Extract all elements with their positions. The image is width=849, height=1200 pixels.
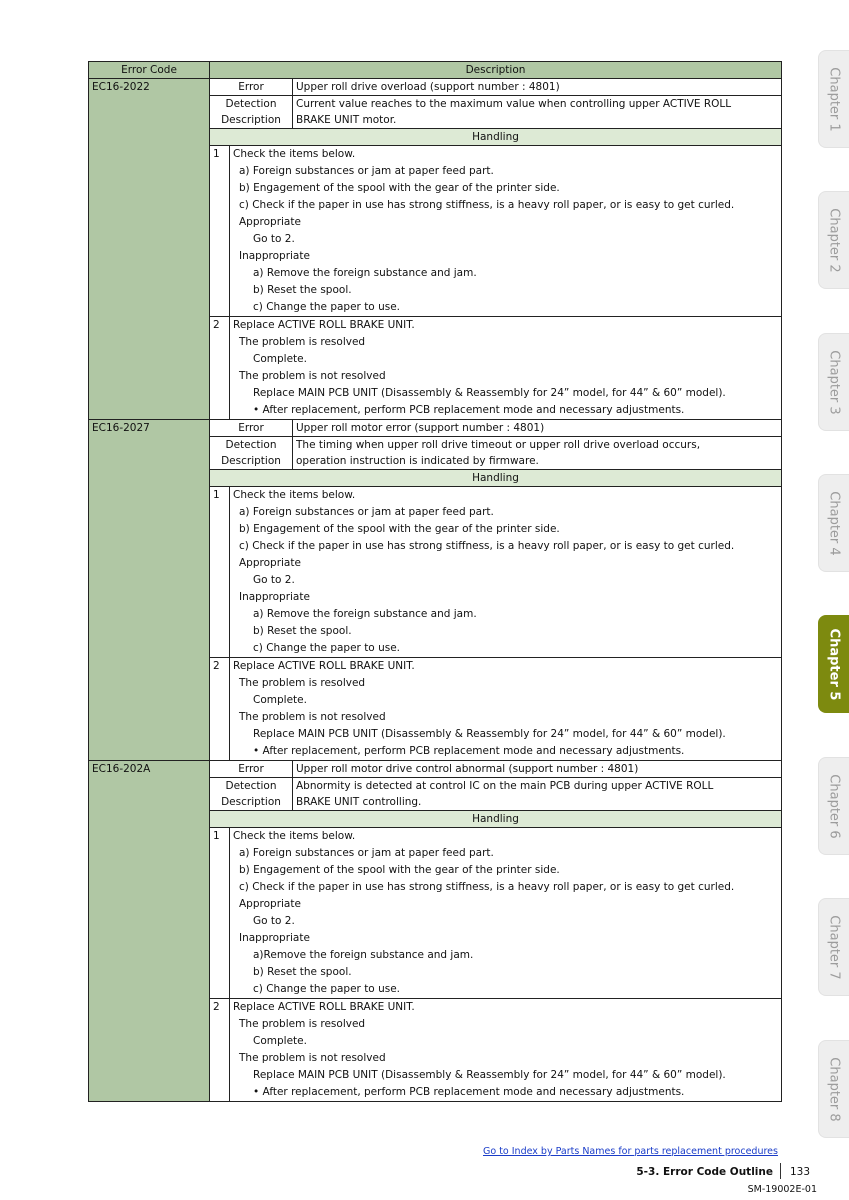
step-line: • After replacement, perform PCB replacement mode and necessary adjustments. <box>253 1086 685 1098</box>
step-line: The problem is resolved <box>239 336 366 348</box>
parts-index-link[interactable]: Go to Index by Parts Names for parts replacement procedures <box>483 1146 778 1157</box>
description-label-line: Description <box>221 114 281 126</box>
tab-label: Chapter 3 <box>826 349 842 415</box>
step-line: b) Engagement of the spool with the gear of the printer side. <box>239 864 560 876</box>
step-body <box>230 658 782 761</box>
step-line: b) Engagement of the spool with the gear of the printer side. <box>239 523 560 535</box>
handling-label: Handling <box>210 129 782 146</box>
step-line: Check the items below. <box>233 830 356 842</box>
step-number: 1 <box>210 828 230 999</box>
footer-divider <box>780 1163 781 1179</box>
step-line: Appropriate <box>239 557 301 569</box>
detection-line: Current value reaches to the maximum value when controlling upper ACTIVE ROLL <box>296 98 732 110</box>
detection-label-line: Detection <box>225 780 277 792</box>
step-line: a) Foreign substances or jam at paper feed part. <box>239 506 494 518</box>
step-line: Go to 2. <box>253 233 295 245</box>
step-line: c) Check if the paper in use has strong stiffness, is a heavy roll paper, or is easy to get curled. <box>239 199 735 211</box>
handling-label: Handling <box>210 811 782 828</box>
step-line: c) Change the paper to use. <box>253 642 400 654</box>
step-line: a)Remove the foreign substance and jam. <box>253 949 474 961</box>
step-line: a) Remove the foreign substance and jam. <box>253 267 477 279</box>
error-text: Upper roll motor drive control abnormal (support number : 4801) <box>293 761 782 778</box>
step-line: Appropriate <box>239 216 301 228</box>
step-number: 2 <box>210 999 230 1102</box>
tab-chapter-3[interactable] <box>818 333 849 431</box>
step-line: Check the items below. <box>233 148 356 160</box>
tab-label: Chapter 8 <box>826 1056 842 1122</box>
step-line: Inappropriate <box>239 250 310 262</box>
header-description: Description <box>210 62 782 79</box>
error-code-table <box>88 61 782 1102</box>
tab-label: Chapter 1 <box>826 66 842 132</box>
step-body <box>230 487 782 658</box>
error-label: Error <box>210 420 293 437</box>
tab-label: Chapter 7 <box>826 914 842 980</box>
step-line: Replace MAIN PCB UNIT (Disassembly & Reassembly for 24” model, for 44” & 60” model). <box>253 728 726 740</box>
description-label-line: Description <box>221 796 281 808</box>
step-line: c) Check if the paper in use has strong stiffness, is a heavy roll paper, or is easy to get curled. <box>239 540 735 552</box>
tab-label: Chapter 5 <box>826 628 842 700</box>
tab-chapter-1[interactable] <box>818 50 849 148</box>
section-title: 5-3. Error Code Outline <box>636 1166 773 1178</box>
detection-label <box>210 96 293 129</box>
step-line: Complete. <box>253 1035 307 1047</box>
step-line: Check the items below. <box>233 489 356 501</box>
detection-text <box>293 778 782 811</box>
step-line: Inappropriate <box>239 591 310 603</box>
step-body <box>230 146 782 317</box>
error-code-cell: EC16-2027 <box>89 420 210 761</box>
tab-chapter-6[interactable] <box>818 757 849 855</box>
detection-text <box>293 437 782 470</box>
step-line: The problem is resolved <box>239 677 366 689</box>
step-body <box>230 317 782 420</box>
table-header-row <box>89 62 782 79</box>
tab-label: Chapter 2 <box>826 207 842 273</box>
step-number: 2 <box>210 658 230 761</box>
step-line: • After replacement, perform PCB replacement mode and necessary adjustments. <box>253 404 685 416</box>
error-code-cell: EC16-2022 <box>89 79 210 420</box>
step-line: Replace MAIN PCB UNIT (Disassembly & Reassembly for 24” model, for 44” & 60” model). <box>253 387 726 399</box>
step-line: Replace ACTIVE ROLL BRAKE UNIT. <box>233 1001 415 1013</box>
step-line: a) Remove the foreign substance and jam. <box>253 608 477 620</box>
error-code-cell: EC16-202A <box>89 761 210 1102</box>
tab-chapter-8[interactable] <box>818 1040 849 1138</box>
step-line: a) Foreign substances or jam at paper feed part. <box>239 165 494 177</box>
error-label: Error <box>210 761 293 778</box>
step-number: 1 <box>210 146 230 317</box>
step-line: b) Reset the spool. <box>253 625 352 637</box>
error-row <box>89 761 782 778</box>
step-line: • After replacement, perform PCB replacement mode and necessary adjustments. <box>253 745 685 757</box>
step-line: b) Engagement of the spool with the gear of the printer side. <box>239 182 560 194</box>
error-row <box>89 420 782 437</box>
step-line: The problem is resolved <box>239 1018 366 1030</box>
step-number: 1 <box>210 487 230 658</box>
step-line: b) Reset the spool. <box>253 284 352 296</box>
step-line: c) Change the paper to use. <box>253 301 400 313</box>
page-number: 133 <box>790 1166 811 1178</box>
step-line: a) Foreign substances or jam at paper feed part. <box>239 847 494 859</box>
description-label-line: Description <box>221 455 281 467</box>
tab-label: Chapter 6 <box>826 773 842 839</box>
error-label: Error <box>210 79 293 96</box>
handling-label: Handling <box>210 470 782 487</box>
tab-chapter-2[interactable] <box>818 191 849 289</box>
document-id: SM-19002E-01 <box>747 1184 817 1195</box>
error-row <box>89 79 782 96</box>
detection-label <box>210 437 293 470</box>
step-line: c) Check if the paper in use has strong stiffness, is a heavy roll paper, or is easy to get curled. <box>239 881 735 893</box>
detection-label-line: Detection <box>225 439 277 451</box>
tab-chapter-7[interactable] <box>818 898 849 996</box>
step-line: Replace MAIN PCB UNIT (Disassembly & Reassembly for 24” model, for 44” & 60” model). <box>253 1069 726 1081</box>
tab-chapter-5[interactable] <box>818 615 849 713</box>
step-line: b) Reset the spool. <box>253 966 352 978</box>
step-line: The problem is not resolved <box>239 1052 386 1064</box>
step-line: Complete. <box>253 694 307 706</box>
error-text: Upper roll drive overload (support number : 4801) <box>293 79 782 96</box>
step-line: Go to 2. <box>253 915 295 927</box>
step-line: Replace ACTIVE ROLL BRAKE UNIT. <box>233 319 415 331</box>
step-body <box>230 999 782 1102</box>
step-line: Complete. <box>253 353 307 365</box>
step-line: The problem is not resolved <box>239 370 386 382</box>
detection-line: Abnormity is detected at control IC on the main PCB during upper ACTIVE ROLL <box>296 780 714 792</box>
tab-chapter-4[interactable] <box>818 474 849 572</box>
detection-line: BRAKE UNIT controlling. <box>296 796 422 808</box>
detection-label-line: Detection <box>225 98 277 110</box>
detection-line: The timing when upper roll drive timeout or upper roll drive overload occurs, <box>296 439 701 451</box>
step-line: Replace ACTIVE ROLL BRAKE UNIT. <box>233 660 415 672</box>
step-line: The problem is not resolved <box>239 711 386 723</box>
step-line: Appropriate <box>239 898 301 910</box>
step-line: Inappropriate <box>239 932 310 944</box>
error-text: Upper roll motor error (support number : 4801) <box>293 420 782 437</box>
step-number: 2 <box>210 317 230 420</box>
step-line: Go to 2. <box>253 574 295 586</box>
tab-label: Chapter 4 <box>826 490 842 556</box>
step-body <box>230 828 782 999</box>
detection-line: BRAKE UNIT motor. <box>296 114 397 126</box>
step-line: c) Change the paper to use. <box>253 983 400 995</box>
chapter-tabs <box>817 0 849 1200</box>
header-error-code: Error Code <box>89 62 210 79</box>
detection-text <box>293 96 782 129</box>
detection-line: operation instruction is indicated by firmware. <box>296 455 539 467</box>
detection-label <box>210 778 293 811</box>
